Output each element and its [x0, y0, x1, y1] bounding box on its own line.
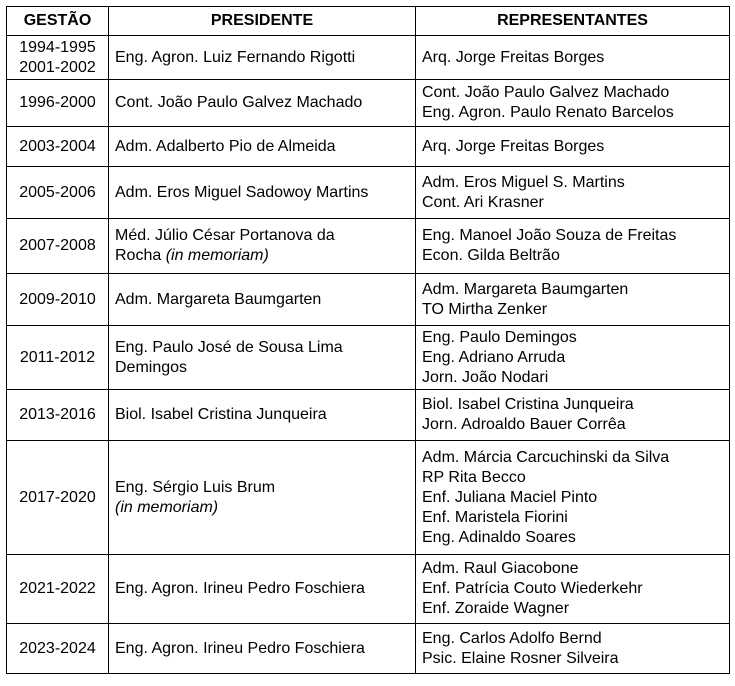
- period-text: 2005-2006: [19, 183, 96, 201]
- representative-name: Enf. Patrícia Couto Wiederkehr: [422, 580, 643, 597]
- representatives-cell: [416, 624, 730, 674]
- gestao-table: [6, 6, 730, 674]
- representatives-cell: [416, 274, 730, 326]
- period-text: 2007-2008: [19, 237, 96, 254]
- period-cell: [7, 167, 109, 219]
- representative-name: Enf. Juliana Maciel Pinto: [422, 488, 598, 506]
- representative-name: Eng. Carlos Adolfo Bernd: [422, 629, 602, 647]
- president-name: Eng. Paulo José de Sousa Lima: [115, 338, 343, 356]
- representative-name: Adm. Margareta Baumgarten: [422, 280, 629, 298]
- period-cell: [7, 219, 109, 274]
- period-text: 1994-1995: [19, 38, 96, 56]
- president-cell: [109, 441, 416, 555]
- period-cell: [7, 390, 109, 441]
- representative-name: Arq. Jorge Freitas Borges: [422, 48, 605, 66]
- representative-name: Adm. Eros Miguel S. Martins: [422, 173, 625, 191]
- period-text: 2013-2016: [19, 406, 96, 423]
- table-row: [7, 219, 730, 274]
- president-cell: [109, 390, 416, 441]
- representatives-cell: [416, 441, 730, 555]
- representative-name: Psic. Elaine Rosner Silveira: [422, 649, 619, 667]
- period-text: 2017-2020: [19, 488, 96, 506]
- president-name-line2: [115, 246, 409, 266]
- table-row: [7, 80, 730, 127]
- period-cell: [7, 441, 109, 555]
- table-row: [7, 167, 730, 219]
- president-cell: [109, 167, 416, 219]
- representatives-cell: [416, 555, 730, 624]
- president-name: Eng. Agron. Irineu Pedro Foschiera: [115, 639, 365, 657]
- in-memoriam-note: (in memoriam): [165, 247, 269, 264]
- header-representatives: REPRESENTANTES: [416, 7, 730, 36]
- representative-name: Arq. Jorge Freitas Borges: [422, 137, 605, 155]
- period-text: 1996-2000: [19, 94, 96, 111]
- representatives-cell: [416, 390, 730, 441]
- president-name: Rocha: [115, 247, 162, 264]
- period-text: 2021-2022: [19, 580, 96, 597]
- period-cell: [7, 127, 109, 167]
- representative-name: Enf. Zoraide Wagner: [422, 600, 570, 617]
- header-period: GESTÃO: [7, 7, 109, 36]
- period-cell: [7, 80, 109, 127]
- president-name: Eng. Agron. Irineu Pedro Foschiera: [115, 580, 365, 597]
- president-name: Eng. Agron. Luiz Fernando Rigotti: [115, 48, 356, 66]
- in-memoriam-note: (in memoriam): [115, 498, 219, 516]
- president-cell: [109, 127, 416, 167]
- president-name: Eng. Sérgio Luis Brum: [115, 478, 276, 496]
- representative-name: Econ. Gilda Beltrão: [422, 247, 560, 264]
- representative-name: TO Mirtha Zenker: [422, 300, 548, 318]
- president-cell: [109, 624, 416, 674]
- representatives-cell: [416, 127, 730, 167]
- representative-name: Adm. Márcia Carcuchinski da Silva: [422, 448, 670, 466]
- period-text: 2011-2012: [19, 348, 96, 366]
- president-cell: [109, 80, 416, 127]
- table-row: [7, 555, 730, 624]
- president-name: Méd. Júlio César Portanova da: [115, 227, 335, 244]
- table-row: [7, 274, 730, 326]
- period-cell: [7, 555, 109, 624]
- period-text: 2009-2010: [19, 290, 96, 308]
- president-cell: [109, 219, 416, 274]
- representative-name: RP Rita Becco: [422, 468, 526, 486]
- representatives-cell: [416, 326, 730, 390]
- representative-name: Eng. Agron. Paulo Renato Barcelos: [422, 104, 674, 121]
- representative-name: Enf. Maristela Fiorini: [422, 508, 568, 526]
- period-cell: [7, 274, 109, 326]
- representative-name: Jorn. João Nodari: [422, 368, 549, 386]
- president-cell: [109, 36, 416, 80]
- president-cell: [109, 326, 416, 390]
- president-name: Biol. Isabel Cristina Junqueira: [115, 406, 327, 423]
- period-text: 2003-2004: [19, 137, 96, 155]
- representatives-cell: [416, 80, 730, 127]
- period-cell: [7, 624, 109, 674]
- president-name: Adm. Eros Miguel Sadowoy Martins: [115, 183, 369, 201]
- president-name: Adm. Adalberto Pio de Almeida: [115, 137, 336, 155]
- period-text: 2001-2002: [19, 58, 96, 76]
- table-row: [7, 390, 730, 441]
- representative-name: Cont. João Paulo Galvez Machado: [422, 84, 670, 101]
- header-row: [7, 7, 730, 36]
- table-row: [7, 624, 730, 674]
- representatives-cell: [416, 219, 730, 274]
- representative-name: Jorn. Adroaldo Bauer Corrêa: [422, 416, 626, 433]
- period-text: 2023-2024: [19, 639, 96, 657]
- table-row: [7, 326, 730, 390]
- representative-name: Cont. Ari Krasner: [422, 193, 544, 211]
- period-cell: [7, 326, 109, 390]
- president-cell: [109, 274, 416, 326]
- representative-name: Eng. Adriano Arruda: [422, 348, 566, 366]
- representative-name: Biol. Isabel Cristina Junqueira: [422, 396, 634, 413]
- table-row: [7, 127, 730, 167]
- president-name: Adm. Margareta Baumgarten: [115, 290, 322, 308]
- header-president: PRESIDENTE: [109, 7, 416, 36]
- representative-name: Eng. Adinaldo Soares: [422, 528, 576, 546]
- president-name: Demingos: [115, 358, 188, 376]
- representative-name: Eng. Manoel João Souza de Freitas: [422, 227, 677, 244]
- table-row: [7, 441, 730, 555]
- representative-name: Eng. Paulo Demingos: [422, 328, 577, 346]
- period-cell: [7, 36, 109, 80]
- table-row: [7, 36, 730, 80]
- president-cell: [109, 555, 416, 624]
- representatives-cell: [416, 167, 730, 219]
- president-name: Cont. João Paulo Galvez Machado: [115, 94, 363, 111]
- representatives-cell: [416, 36, 730, 80]
- representative-name: Adm. Raul Giacobone: [422, 560, 579, 577]
